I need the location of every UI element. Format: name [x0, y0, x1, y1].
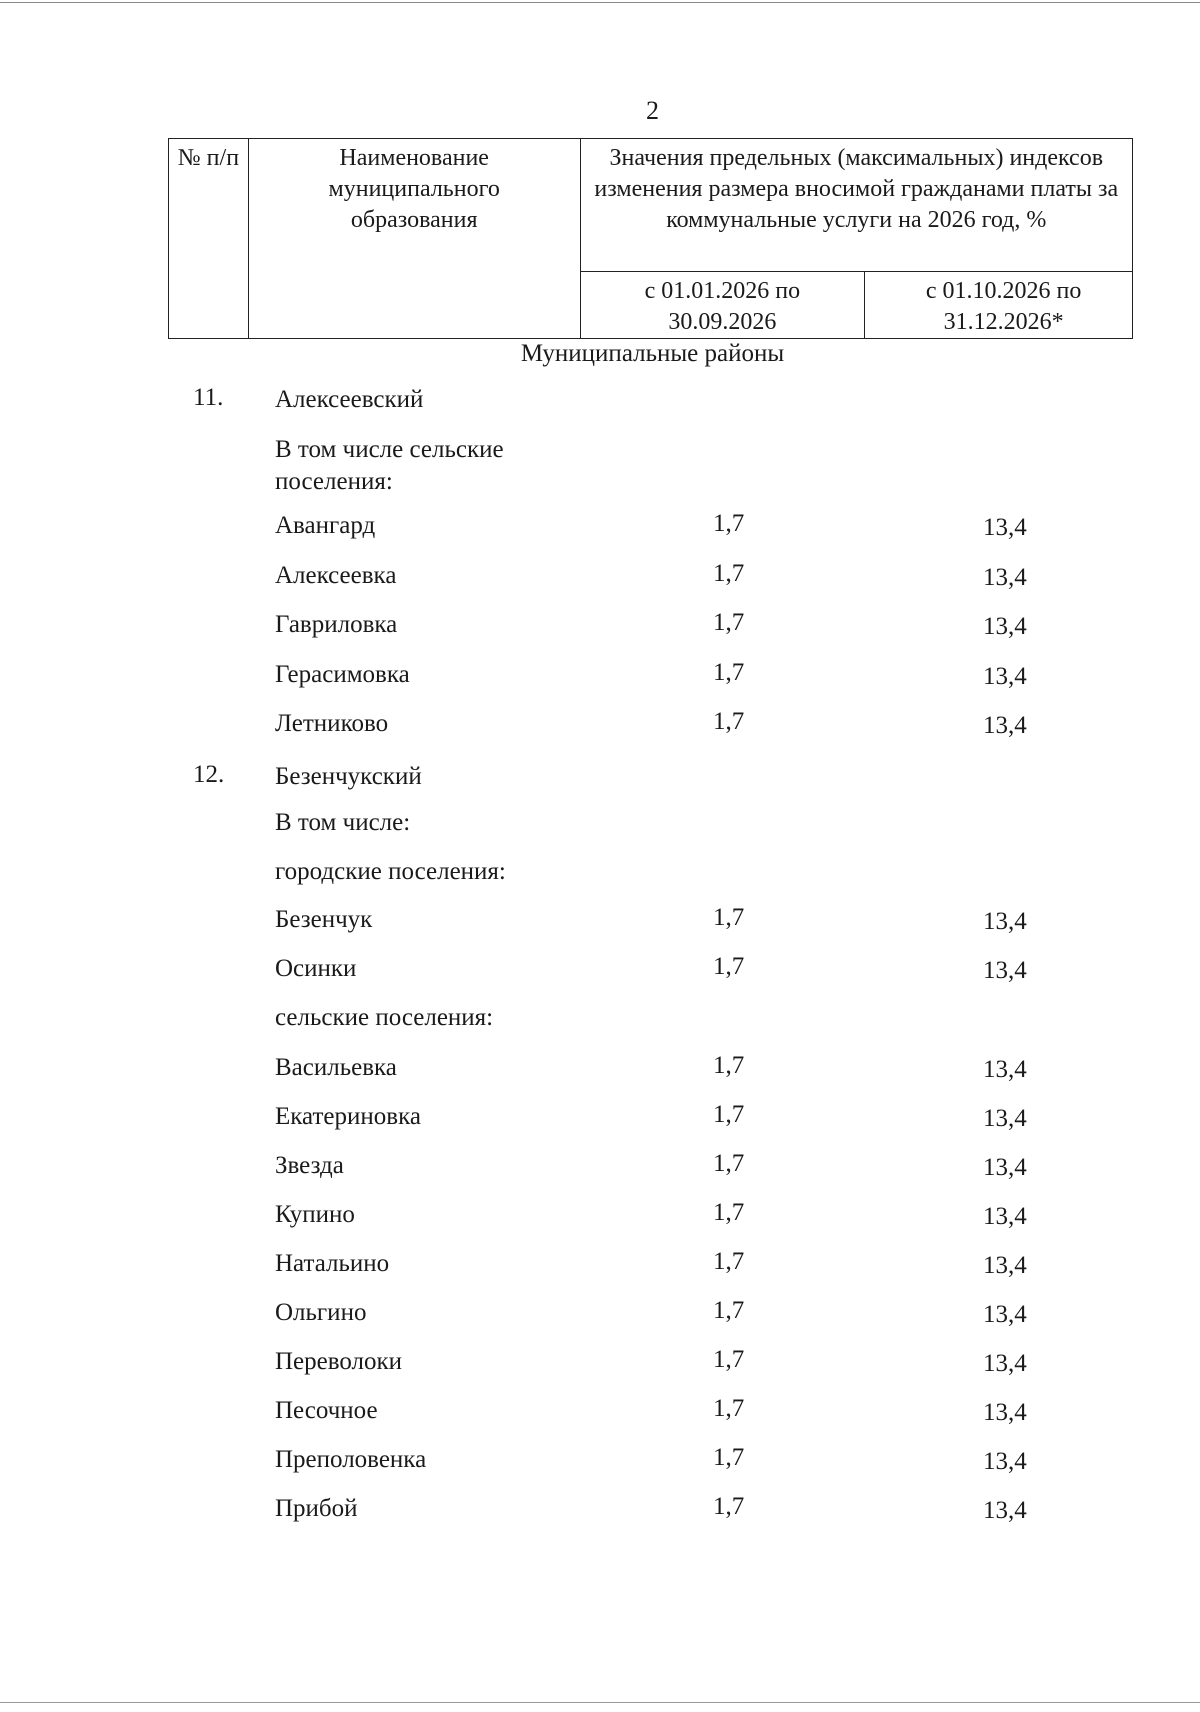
row-value-period-1: 1,7 — [713, 609, 745, 636]
row-name: Авангард — [275, 512, 376, 539]
table-row — [0, 560, 1200, 594]
table-row — [0, 807, 1200, 841]
row-value-period-2: 13,4 — [983, 1252, 1027, 1279]
table-row — [0, 904, 1200, 938]
table-row — [0, 1444, 1200, 1478]
table-row — [0, 1493, 1200, 1527]
row-value-period-2: 13,4 — [983, 1154, 1027, 1181]
table-row — [0, 761, 1200, 795]
table-row — [0, 1297, 1200, 1331]
row-value-period-2: 13,4 — [983, 1448, 1027, 1475]
row-name: Натальино — [275, 1250, 390, 1277]
header-col-num: № п/п — [169, 139, 249, 339]
table-row — [0, 1248, 1200, 1282]
row-value-period-1: 1,7 — [713, 1248, 745, 1275]
row-value-period-2: 13,4 — [983, 1497, 1027, 1524]
row-name: городские поселения: — [275, 858, 506, 885]
table-row — [0, 1101, 1200, 1135]
row-value-period-2: 13,4 — [983, 957, 1027, 984]
scan-top-rule — [0, 2, 1200, 3]
header-col-values: Значения предельных (максимальных) индексов изменения размера вносимой гражданами платы за коммунальные услуги на 2026 год, % — [580, 139, 1132, 272]
row-name: В том числе: — [275, 809, 411, 836]
row-name: Герасимовка — [275, 661, 410, 688]
row-value-period-2: 13,4 — [983, 1105, 1027, 1132]
row-name: Гавриловка — [275, 611, 398, 638]
header-table — [168, 138, 1133, 339]
row-name: Осинки — [275, 955, 357, 982]
header-period-2: с 01.10.2026 по 31.12.2026* — [865, 272, 1133, 339]
row-value-period-2: 13,4 — [983, 663, 1027, 690]
table-row — [0, 384, 1200, 418]
row-number: 12. — [193, 761, 225, 788]
scan-bottom-rule — [0, 1702, 1200, 1703]
row-value-period-1: 1,7 — [713, 1052, 745, 1079]
row-name: Безенчук — [275, 906, 373, 933]
table-row — [0, 1002, 1200, 1036]
table-row — [0, 856, 1200, 890]
header-col-name: Наименование муниципального образования — [248, 139, 580, 339]
row-value-period-2: 13,4 — [983, 1399, 1027, 1426]
row-value-period-2: 13,4 — [983, 712, 1027, 739]
row-value-period-1: 1,7 — [713, 1346, 745, 1373]
row-name: Васильевка — [275, 1054, 397, 1081]
row-name: Ольгино — [275, 1299, 367, 1326]
row-value-period-1: 1,7 — [713, 1101, 745, 1128]
row-name: Алексеевка — [275, 562, 397, 589]
row-value-period-1: 1,7 — [713, 1150, 745, 1177]
header-period-1: с 01.01.2026 по 30.09.2026 — [580, 272, 865, 339]
row-value-period-2: 13,4 — [983, 1301, 1027, 1328]
table-row — [0, 609, 1200, 643]
row-value-period-1: 1,7 — [713, 1444, 745, 1471]
table-row — [0, 510, 1200, 544]
row-name: Переволоки — [275, 1348, 403, 1375]
row-value-period-2: 13,4 — [983, 1056, 1027, 1083]
row-value-period-1: 1,7 — [713, 659, 745, 686]
row-value-period-1: 1,7 — [713, 1297, 745, 1324]
row-value-period-2: 13,4 — [983, 514, 1027, 541]
row-value-period-1: 1,7 — [713, 1395, 745, 1422]
row-value-period-2: 13,4 — [983, 1350, 1027, 1377]
row-value-period-1: 1,7 — [713, 708, 745, 735]
table-row — [0, 1052, 1200, 1086]
row-name: Екатериновка — [275, 1103, 421, 1130]
section-title: Муниципальные районы — [520, 340, 785, 367]
row-name: Звезда — [275, 1152, 344, 1179]
row-name: Купино — [275, 1201, 355, 1228]
row-value-period-1: 1,7 — [713, 1199, 745, 1226]
row-name: Преполовенка — [275, 1446, 427, 1473]
row-name: Алексеевский — [275, 386, 424, 413]
row-value-period-1: 1,7 — [713, 904, 745, 931]
table-row — [0, 1199, 1200, 1233]
row-name: В том числе сельские поселения: — [275, 436, 504, 495]
row-name: сельские поселения: — [275, 1004, 494, 1031]
row-value-period-2: 13,4 — [983, 564, 1027, 591]
table-row — [0, 1395, 1200, 1429]
table-row — [0, 708, 1200, 742]
table-row — [0, 953, 1200, 987]
row-name: Безенчукский — [275, 763, 422, 790]
row-value-period-1: 1,7 — [713, 560, 745, 587]
row-name: Прибой — [275, 1495, 358, 1522]
row-value-period-2: 13,4 — [983, 613, 1027, 640]
row-value-period-2: 13,4 — [983, 908, 1027, 935]
table-row — [0, 1346, 1200, 1380]
row-number: 11. — [193, 384, 224, 411]
row-value-period-2: 13,4 — [983, 1203, 1027, 1230]
row-value-period-1: 1,7 — [713, 1493, 745, 1520]
row-name: Летниково — [275, 710, 389, 737]
row-value-period-1: 1,7 — [713, 953, 745, 980]
row-value-period-1: 1,7 — [713, 510, 745, 537]
table-row — [0, 434, 1200, 495]
table-row — [0, 659, 1200, 693]
page-number: 2 — [646, 96, 659, 125]
row-name: Песочное — [275, 1397, 378, 1424]
table-row — [0, 1150, 1200, 1184]
